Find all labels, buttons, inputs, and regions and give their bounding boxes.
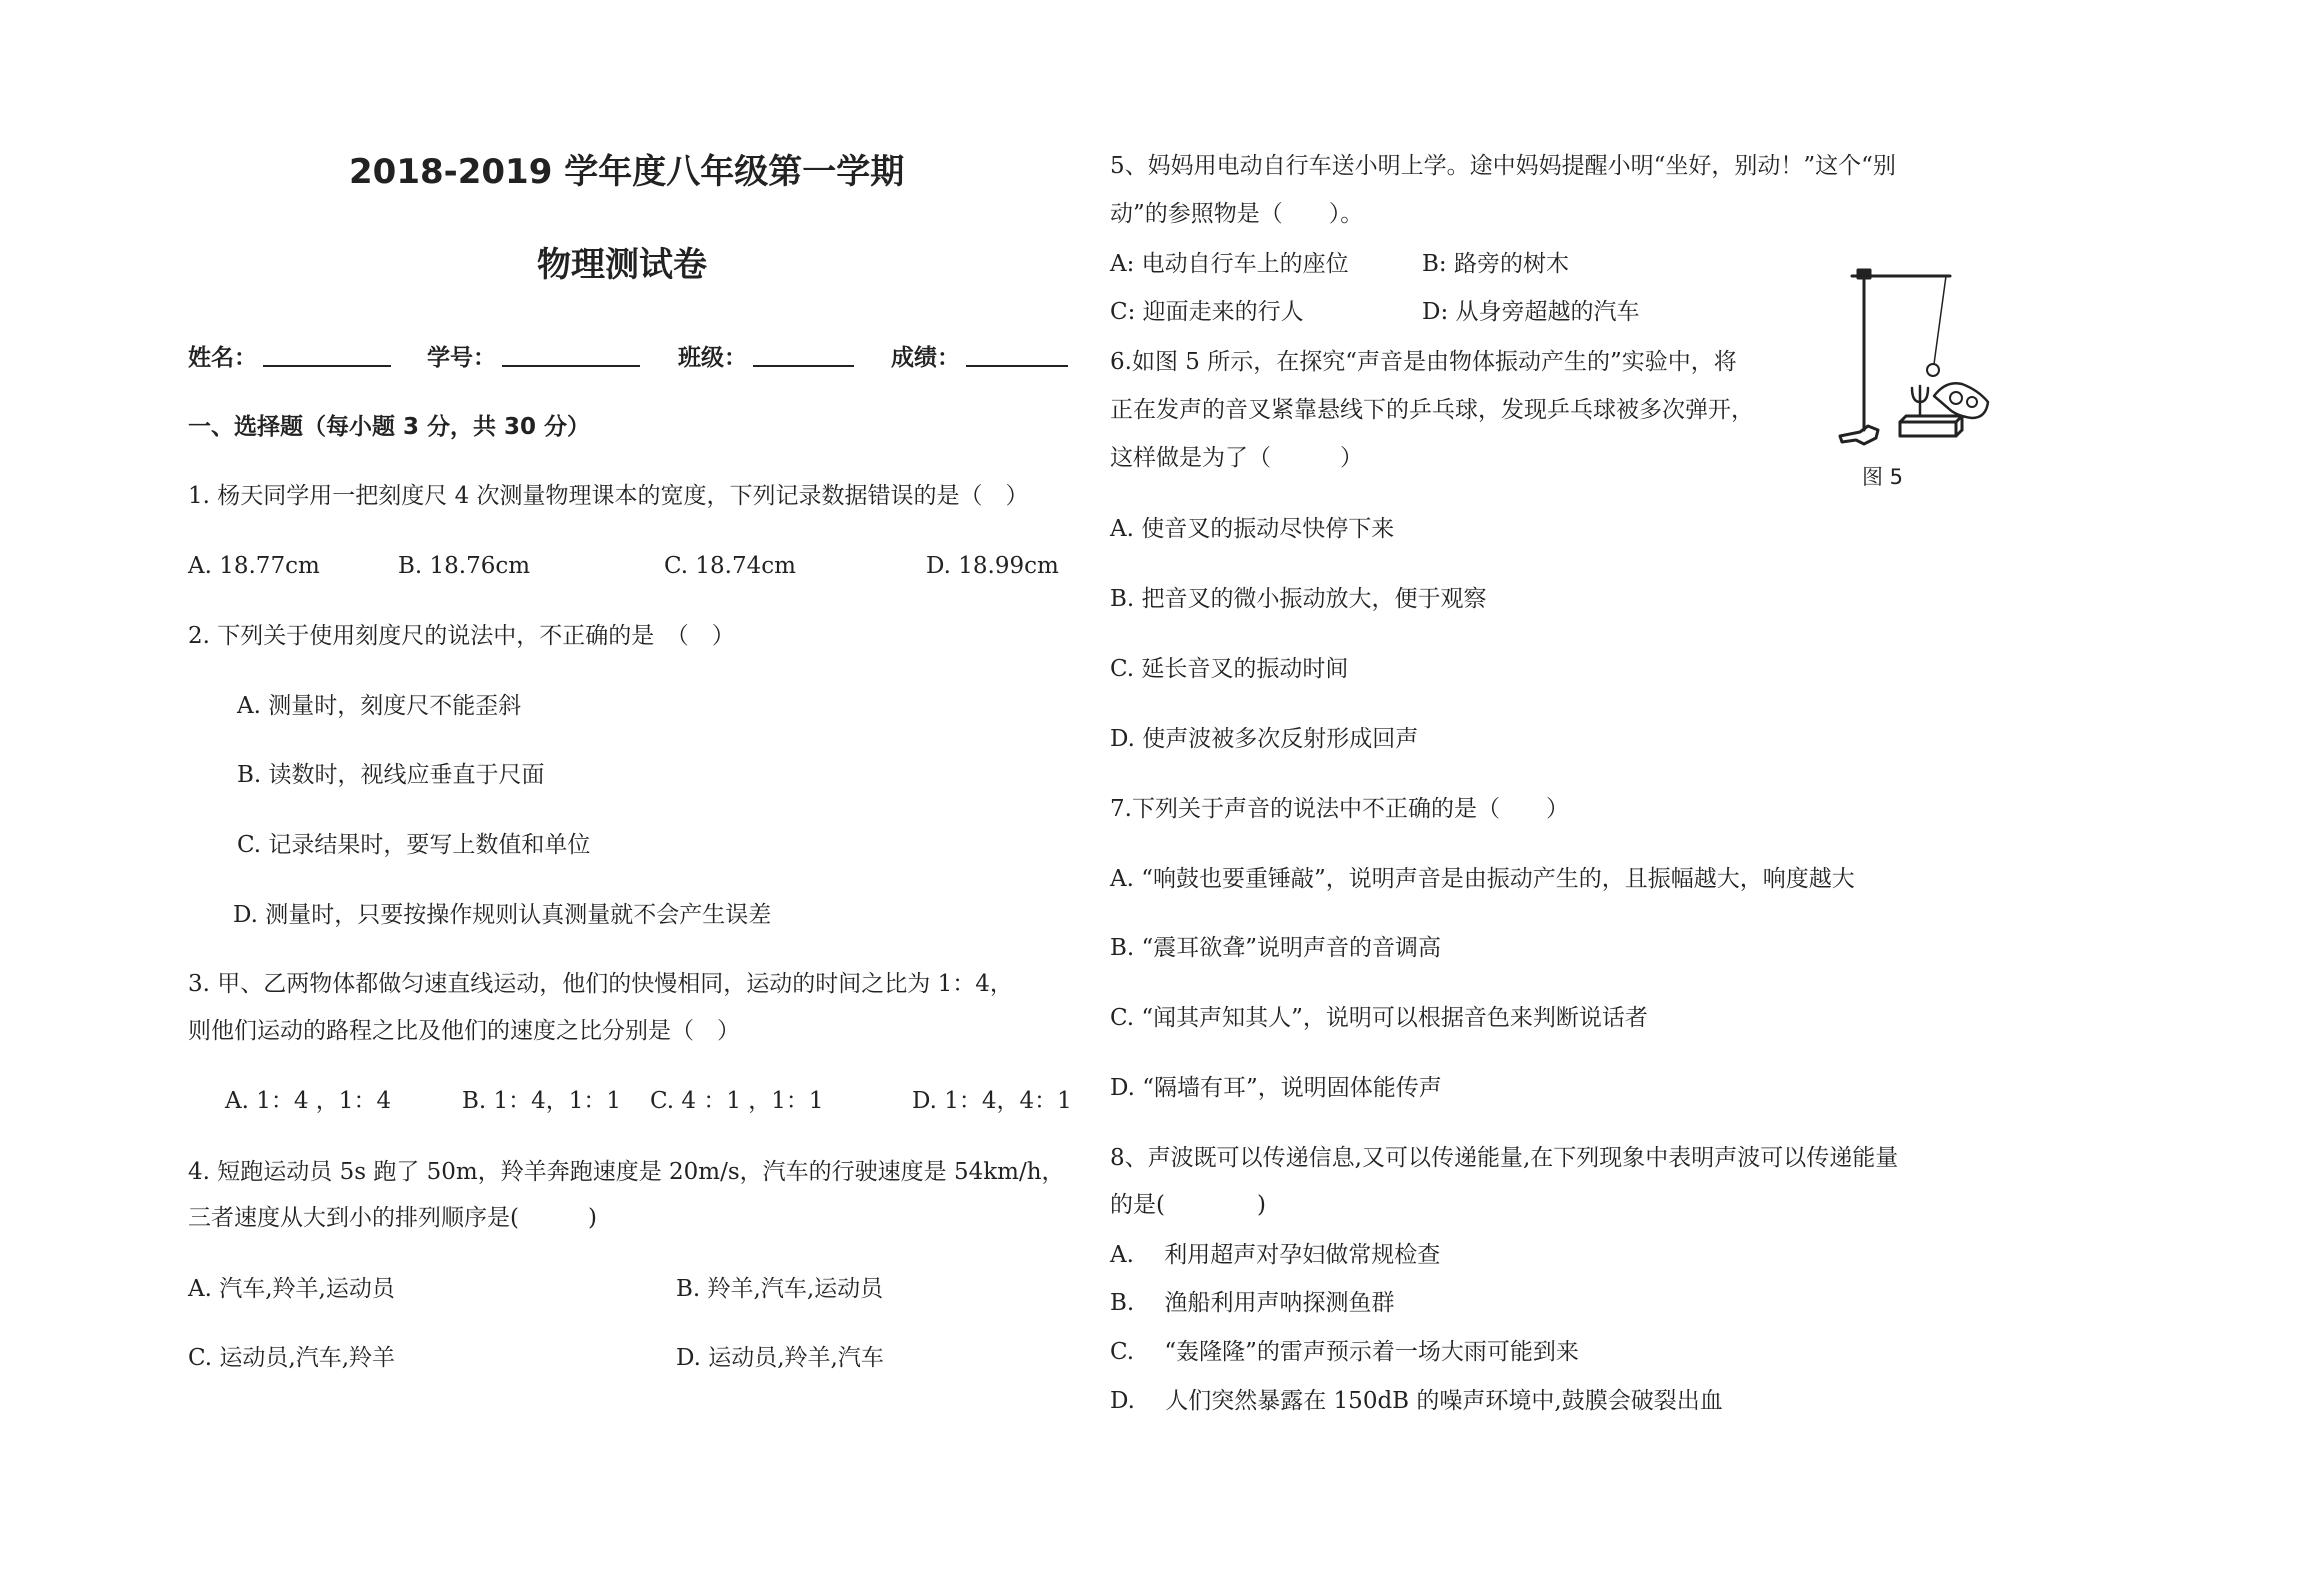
option-a[interactable]: A. 汽车,羚羊,运动员 xyxy=(188,1276,395,1302)
option-a[interactable]: A. 使音叉的振动尽快停下来 xyxy=(1110,516,1395,542)
option-d[interactable]: D. 1：4，4：1 xyxy=(912,1088,1072,1114)
question-stem: 2. 下列关于使用刻度尺的说法中，不正确的是 （ ） xyxy=(188,623,735,649)
option-b[interactable]: B. 渔船利用声呐探测鱼群 xyxy=(1110,1290,1395,1316)
option-a[interactable]: A. “响鼓也要重锤敲”，说明声音是由振动产生的，且振幅越大，响度越大 xyxy=(1110,866,1855,892)
option-b[interactable]: B. 羚羊,汽车,运动员 xyxy=(676,1276,884,1302)
score-label: 成绩： xyxy=(891,345,960,371)
class-field[interactable] xyxy=(753,343,854,375)
option-a[interactable]: A. 测量时，刻度尺不能歪斜 xyxy=(237,693,522,719)
option-b[interactable]: B. 读数时，视线应垂直于尺面 xyxy=(237,762,545,788)
option-c[interactable]: C. 运动员,汽车,羚羊 xyxy=(188,1345,396,1371)
class-label: 班级： xyxy=(678,345,747,371)
option-d[interactable]: D. “隔墙有耳”，说明固体能传声 xyxy=(1110,1075,1442,1101)
question-stem: 5、妈妈用电动自行车送小明上学。途中妈妈提醒小明“坐好，别动！”这个“别 xyxy=(1110,153,1896,179)
student-id-label: 学号： xyxy=(427,345,496,371)
option-c[interactable]: C. “轰隆隆”的雷声预示着一场大雨可能到来 xyxy=(1110,1339,1579,1365)
option-b[interactable]: B. “震耳欲聋”说明声音的音调高 xyxy=(1110,935,1442,961)
option-b[interactable]: B. 1：4，1：1 xyxy=(462,1088,622,1114)
question-stem: 4. 短跑运动员 5s 跑了 50m，羚羊奔跑速度是 20m/s，汽车的行驶速度是 54km/h， xyxy=(188,1159,1065,1185)
option-b[interactable]: B. 把音叉的微小振动放大，便于观察 xyxy=(1110,586,1487,612)
option-a[interactable]: A. 利用超声对孕妇做常规检查 xyxy=(1110,1242,1441,1268)
question-stem-cont: 三者速度从大到小的排列顺序是( ) xyxy=(188,1205,597,1231)
question-stem: 7.下列关于声音的说法中不正确的是（ ） xyxy=(1110,796,1569,822)
student-id-field[interactable] xyxy=(502,343,640,375)
option-d[interactable]: D. 使声波被多次反射形成回声 xyxy=(1110,726,1419,752)
option-c[interactable]: C. 4 ：1 ，1：1 xyxy=(650,1088,824,1114)
question-stem-cont: 正在发声的音叉紧靠悬线下的乒乓球，发现乒乓球被多次弹开， xyxy=(1110,397,1754,423)
option-a[interactable]: A. 18.77cm xyxy=(188,553,320,579)
tuning-fork-figure xyxy=(1838,268,2008,458)
question-stem: 8、声波既可以传递信息,又可以传递能量,在下列现象中表明声波可以传递能量 xyxy=(1110,1145,1899,1171)
option-a[interactable]: A. 1：4 ，1：4 xyxy=(225,1088,392,1114)
option-b[interactable]: B: 路旁的树木 xyxy=(1422,251,1569,277)
question-stem: 1. 杨天同学用一把刻度尺 4 次测量物理课本的宽度，下列记录数据错误的是（ ） xyxy=(188,483,1029,509)
option-d[interactable]: D. 测量时，只要按操作规则认真测量就不会产生误差 xyxy=(233,902,772,928)
score-field[interactable] xyxy=(966,343,1068,375)
option-c[interactable]: C. “闻其声知其人”，说明可以根据音色来判断说话者 xyxy=(1110,1005,1648,1031)
question-stem-cont: 这样做是为了（ ） xyxy=(1110,445,1363,471)
question-stem-cont: 的是( ) xyxy=(1110,1192,1266,1218)
option-a[interactable]: A: 电动自行车上的座位 xyxy=(1110,251,1349,277)
option-d[interactable]: D. 人们突然暴露在 150dB 的噪声环境中,鼓膜会破裂出血 xyxy=(1110,1388,1723,1414)
name-field[interactable] xyxy=(263,343,391,375)
option-c[interactable]: C: 迎面走来的行人 xyxy=(1110,299,1304,325)
option-c[interactable]: C. 18.74cm xyxy=(664,553,796,579)
question-stem-cont: 则他们运动的路程之比及他们的速度之比分别是（ ） xyxy=(188,1018,740,1044)
exam-subtitle: 物理测试卷 xyxy=(537,245,707,285)
question-stem: 6.如图 5 所示，在探究“声音是由物体振动产生的”实验中，将 xyxy=(1110,349,1737,375)
option-c[interactable]: C. 延长音叉的振动时间 xyxy=(1110,656,1349,682)
section-heading: 一、选择题（每小题 3 分，共 30 分） xyxy=(188,414,591,440)
option-c[interactable]: C. 记录结果时，要写上数值和单位 xyxy=(237,832,591,858)
question-stem-cont: 动”的参照物是（ ）。 xyxy=(1110,201,1364,227)
option-b[interactable]: B. 18.76cm xyxy=(398,553,531,579)
option-d[interactable]: D. 运动员,羚羊,汽车 xyxy=(676,1345,884,1371)
figure-caption: 图 5 xyxy=(1862,465,1904,489)
exam-title: 2018-2019 学年度八年级第一学期 xyxy=(349,152,905,192)
option-d[interactable]: D. 18.99cm xyxy=(926,553,1059,579)
option-d[interactable]: D: 从身旁超越的汽车 xyxy=(1422,299,1640,325)
question-stem: 3. 甲、乙两物体都做匀速直线运动，他们的快慢相同，运动的时间之比为 1：4， xyxy=(188,971,1013,997)
name-label: 姓名： xyxy=(188,345,257,371)
